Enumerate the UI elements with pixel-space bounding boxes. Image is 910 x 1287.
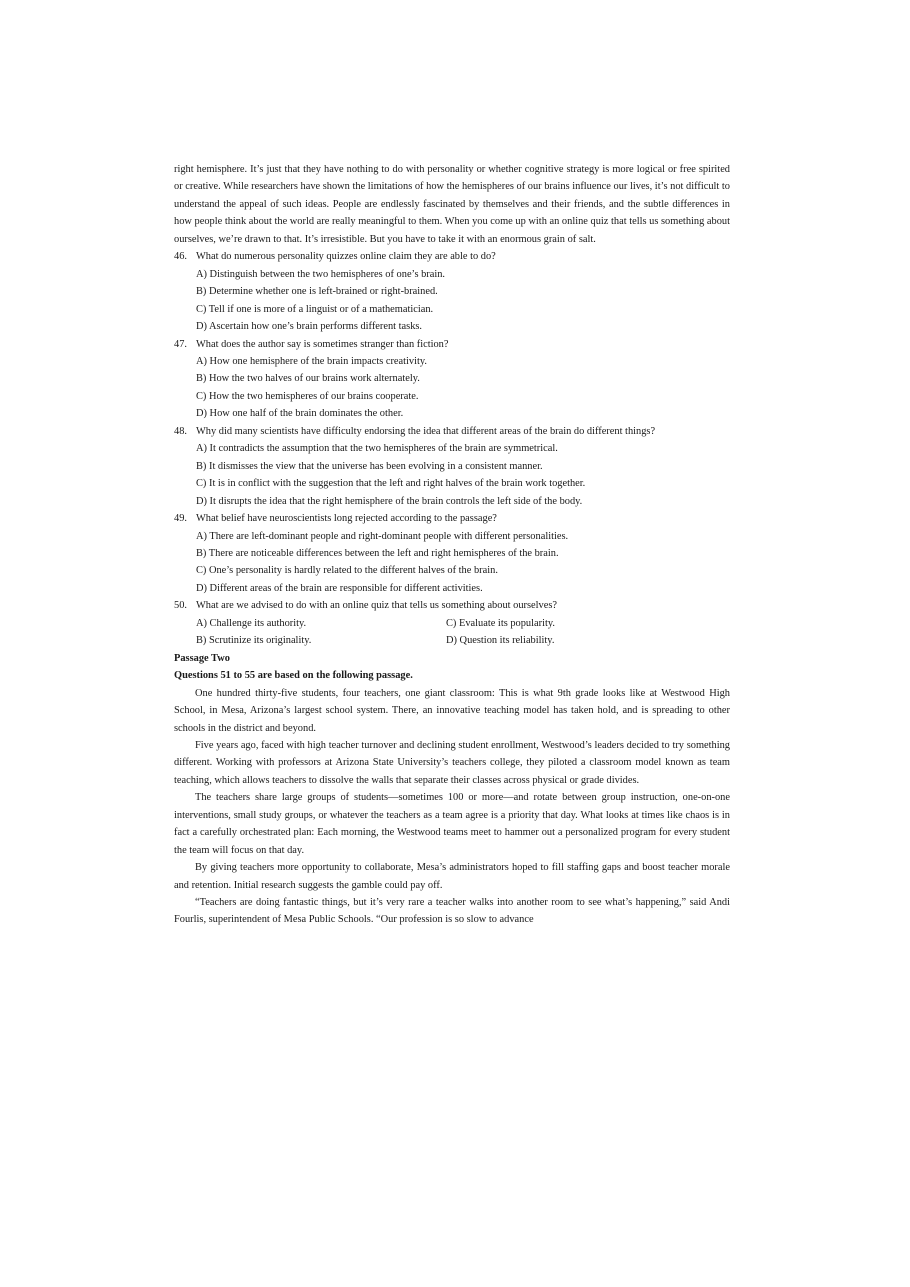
option-a: A) Distinguish between the two hemispheres of one’s brain.	[196, 268, 446, 280]
option-d: D) Ascertain how one’s brain performs different tasks.	[196, 321, 423, 333]
question-50	[174, 597, 730, 614]
question-text: Why did many scientists have difficulty endorsing the idea that different areas of the brain do different things?	[196, 425, 656, 437]
question-48	[174, 423, 730, 440]
option-c: C) One’s personality is hardly related to the different halves of the brain.	[196, 565, 498, 577]
option-d: D) Question its reliability.	[446, 635, 555, 647]
option-b: B) It dismisses the view that the universe has been evolving in a consistent manner.	[196, 460, 543, 472]
question-46	[174, 248, 730, 265]
question-number: 48.	[174, 425, 187, 437]
option-b: B) How the two halves of our brains work alternately.	[196, 373, 420, 385]
passage-paragraph: Five years ago, faced with high teacher turnover and declining student enrollment, Westwood’s leaders decided to try something different. Working with professors at Arizona State University’s teachers college, they piloted a classroom model known as team teaching, which allows teachers to dissolve the walls that separate their classes across physical or grade divides.	[174, 739, 730, 786]
option-c: C) It is in conflict with the suggestion that the left and right halves of the brain work together.	[196, 478, 586, 490]
question-number: 50.	[174, 600, 187, 612]
exam-page	[174, 161, 730, 929]
passage-paragraph: “Teachers are doing fantastic things, but it’s very rare a teacher walks into another room to see what’s happening,” said Andi Fourlis, superintendent of Mesa Public Schools. “Our profession is so slow to advance	[174, 897, 730, 926]
passage-paragraph: By giving teachers more opportunity to collaborate, Mesa’s administrators hoped to fill staffing gaps and boost teacher morale and retention. Initial research suggests the gamble could pay off.	[174, 862, 730, 891]
option-b: B) Scrutinize its originality.	[196, 635, 312, 647]
passage-paragraph: One hundred thirty-five students, four teachers, one giant classroom: This is what 9th grade looks like at Westwood High School, in Mesa, Arizona’s largest school system. There, an innovative teaching model has taken hold, and is spreading to other schools in the district and beyond.	[174, 687, 730, 734]
question-47	[174, 336, 730, 353]
passage-instruction: Questions 51 to 55 are based on the following passage.	[174, 670, 413, 682]
question-text: What are we advised to do with an online quiz that tells us something about ourselves?	[196, 600, 557, 612]
option-b: B) There are noticeable differences between the left and right hemispheres of the brain.	[196, 547, 559, 559]
question-text: What do numerous personality quizzes online claim they are able to do?	[196, 251, 496, 263]
option-b: B) Determine whether one is left-brained or right-brained.	[196, 286, 438, 298]
question-text: What does the author say is sometimes stranger than fiction?	[196, 338, 449, 350]
question-number: 49.	[174, 513, 187, 525]
option-a: A) It contradicts the assumption that the two hemispheres of the brain are symmetrical.	[196, 443, 558, 455]
option-a: A) How one hemisphere of the brain impacts creativity.	[196, 355, 428, 367]
option-c: C) How the two hemispheres of our brains cooperate.	[196, 390, 419, 402]
question-number: 46.	[174, 251, 187, 263]
passage-heading: Passage Two	[174, 652, 230, 664]
option-c: C) Evaluate its popularity.	[446, 617, 555, 629]
passage-paragraph: The teachers share large groups of students—sometimes 100 or more—and rotate between group instruction, one-on-one interventions, small study groups, or whatever the teachers as a team agree is a priority that day. What looks at times like chaos is in fact a carefully orchestrated plan: Each morning, the Westwood teams meet to hammer out a personalized program for every student the team will focus on that day.	[174, 792, 730, 856]
option-d: D) It disrupts the idea that the right hemisphere of the brain controls the left side of the body.	[196, 495, 583, 507]
option-d: D) Different areas of the brain are responsible for different activities.	[196, 582, 483, 594]
option-a: A) There are left-dominant people and right-dominant people with different personalities.	[196, 530, 569, 542]
option-c: C) Tell if one is more of a linguist or of a mathematician.	[196, 303, 434, 315]
option-a: A) Challenge its authority.	[196, 617, 307, 629]
intro-paragraph: right hemisphere. It’s just that they have nothing to do with personality or whether cognitive strategy is more logical or free spirited or creative. While researchers have shown the limitations of how the hemispheres of our brains influence our lives, it’s not difficult to understand the appeal of such ideas. People are endlessly fascinated by themselves and their friends, and the subtle differences in how people think about the world are really meaningful to them. When you come up with an online quiz that tells us something about ourselves, we’re drawn to that. It’s irresistible. But you have to take it with an enormous grain of salt.	[174, 164, 730, 245]
question-number: 47.	[174, 338, 187, 350]
option-grid	[196, 615, 730, 650]
option-d: D) How one half of the brain dominates the other.	[196, 408, 404, 420]
question-49	[174, 510, 730, 527]
question-text: What belief have neuroscientists long rejected according to the passage?	[196, 513, 497, 525]
